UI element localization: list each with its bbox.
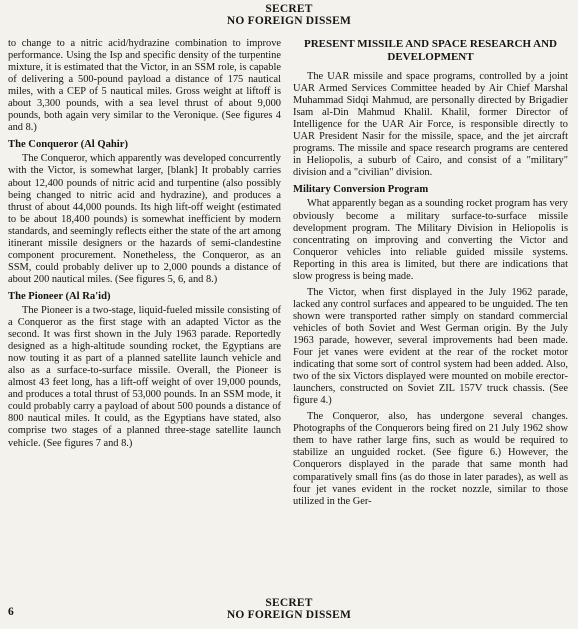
military-paragraph-2: The Victor, when first displayed in the July 1962 parade, lacked any control surfaces and appeared to be unguided. The ten shown were transported rather simply on standard commercial vehicles of both Soviet and West German origin. By the July 1963 parade, however, several improvements had been made. Four jet vanes were evident at the rear of the rocket motor indicating that some sort of control system had been added. Also, two of the six Victors displayed were mounted on mobile erector-launchers, constructed on Soviet ZIL 157V truck chassis. (See figure 4.) — [293, 286, 568, 407]
conqueror-paragraph: The Conqueror, which apparently was developed concurrently with the Victor, is somewhat larger, [blank] It probably carries about 12,400 pounds of nitric acid and turpentine (also possibly being changed to nitric acid and hydrazine), and produces a thrust of about 44,000 pounds. Its high lift-off weight (estimated to be about 18,400 pounds) is somewhat inefficient by modern standards, and seemingly reflects either the state of the art among itinerant missile designers or the hazards of semi-clandestine component procurement. Nonetheless, the Conqueror, as an SSM, could probably deliver up to 2,000 pounds a distance of about 200 nautical miles. (See figures 5, 6, and 8.) — [8, 153, 281, 285]
page-footer — [0, 597, 578, 621]
pioneer-paragraph: The Pioneer is a two-stage, liquid-fueled missile consisting of a Conqueror as the first stage with an adapted Victor as the second. It was first shown in the July 1963 parade. Reportedly designed as a high-altitude sounding rocket, the Egyptians are now touting it as part of a planned satellite launch vehicle and also as a surface-to-surface missile. Overall, the Pioneer is almost 43 feet long, has a lift-off weight of over 19,000 pounds, and produces a total thrust of 53,000 pounds. In an SSM mode, it could probably carry a payload of about 500 pounds a distance of 800 nautical miles. It could, as the Egyptians have stated, also comprise two stages of a planned three-stage satellite launch vehicle. (See figures 7 and 8.) — [8, 304, 281, 449]
left-column — [8, 38, 281, 454]
footer-dissem: NO FOREIGN DISSEM — [226, 609, 352, 621]
header-dissem: NO FOREIGN DISSEM — [226, 15, 352, 27]
military-heading: Military Conversion Program — [293, 184, 429, 196]
conqueror-heading: The Conqueror (Al Qahir) — [8, 139, 128, 151]
right-column — [293, 38, 568, 512]
section-paragraph: The UAR missile and space programs, controlled by a joint UAR Armed Services Committee headed by Air Chief Marshal Muhammad Sidqi Mahmud, are personally directed by Brigadier Isam al-Din Mahmud Khalil. Khalil, former Director of Intelligence for the UAR Air Force, is responsible directly to UAR President Nasir for the missile, space, and the jet aircraft programs. The missile and space research programs are centered in Heliopolis, a suburb of Cairo, and consist of a "military" division and a "civilian" division. — [293, 71, 568, 179]
page-number: 6 — [8, 606, 14, 618]
column-divider — [286, 40, 287, 592]
intro-paragraph: to change to a nitric acid/hydrazine combination to improve performance. Using the Isp and specific density of the turpentine mixture, it is estimated that the Victor, in an SSM role, is capable of delivering a 500-pound payload a distance of 175 nautical miles, with a CEP of 5 nautical miles. Gross weight at liftoff is about 3,300 pounds, with a sea level thrust of about 9,000 pounds, both again very similar to the Veronique. (See figures 4 and 8.) — [8, 38, 281, 134]
footer-classification: SECRET — [265, 597, 313, 609]
header-classification: SECRET — [265, 3, 313, 15]
pioneer-heading: The Pioneer (Al Ra'id) — [8, 290, 111, 302]
page-header — [0, 3, 578, 27]
section-heading: PRESENT MISSILE AND SPACE RESEARCH AND DEVELOPMENT — [304, 38, 557, 63]
military-paragraph-3: The Conqueror, also, has undergone several changes. Photographs of the Conquerors being fired on 21 July 1962 show them to have rather large fins, such as would be required to stabilize an unguided rocket. (See figure 6.) However, the Conquerors displayed in the parade that same month had comparatively small fins (as do those in later parades), as well as four jet vanes evident in the rocket nozzle, similar to those utilized in the Ger- — [293, 411, 568, 507]
military-paragraph-1: What apparently began as a sounding rocket program has very obviously become a military surface-to-surface missile development program. The Military Division in Heliopolis is concentrating on improving and converting the Victor and Conqueror vehicles into reliable guided missile systems. Reporting in this area is limited, but there are indications that slow progress is being made. — [293, 198, 568, 282]
